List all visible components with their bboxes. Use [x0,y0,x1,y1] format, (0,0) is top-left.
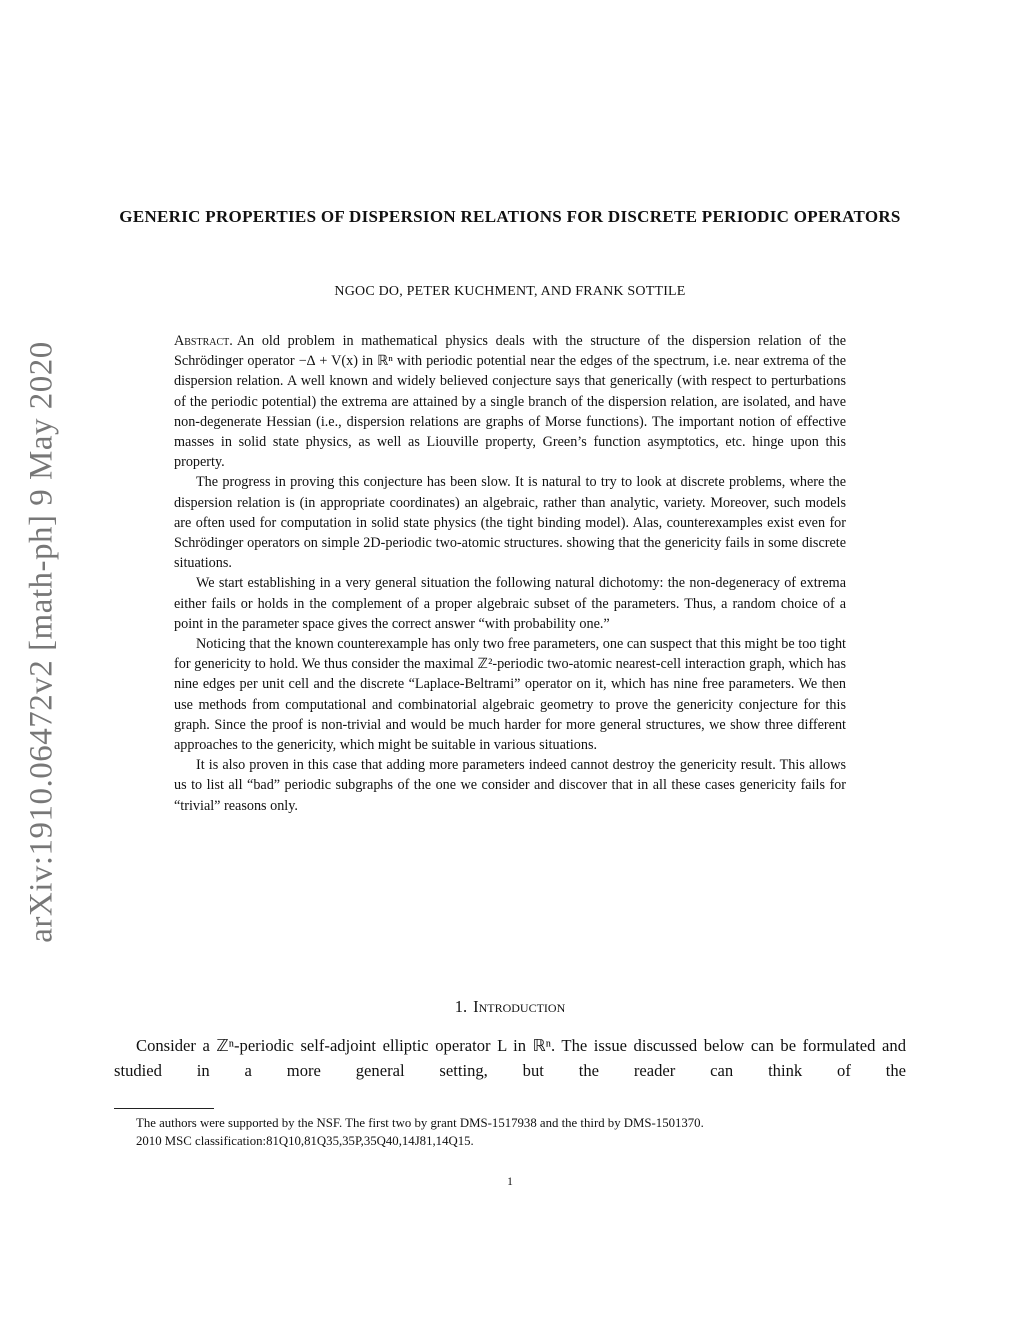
abstract [174,331,846,816]
abstract-paragraph: It is also proven in this case that adding more parameters indeed cannot destroy the genericity result. This allows us to list all “bad” periodic subgraphs of the one we consider and discover that in all these cases genericity fails for “trivial” reasons only. [174,757,846,814]
abstract-paragraph: The progress in proving this conjecture has been slow. It is natural to try to look at discrete problems, where the dispersion relation is (in appropriate coordinates) an algebraic, rather than analytic, variety. Moreover, such models are often used for computation in solid state physics (the tight binding model). Alas, counterexamples exist even for Schrödinger operators on simple 2D-periodic two-atomic structures. showing that the genericity fails in some discrete situations. [174,474,846,572]
section-number: 1. [454,997,468,1016]
footnotes [114,1114,906,1150]
intro-paragraph: Consider a ℤⁿ-periodic self-adjoint elliptic operator L in ℝⁿ. The issue discussed below can be formulated and studied in a more general setting, but the reader can think of the [114,1036,906,1080]
footnote-funding: The authors were supported by the NSF. The first two by grant DMS-1517938 and the third by DMS-1501370. [136,1116,704,1130]
abstract-paragraph: We start establishing in a very general situation the following natural dichotomy: the non-degeneracy of extrema either fails or holds in the complement of a proper algebraic subset of the parameters. Thus, a random choice of a point in the parameter space gives the correct answer “with probability one.” [174,575,846,632]
abstract-heading: Abstract. [174,333,233,349]
section-heading [110,997,910,1017]
footnote-rule [114,1108,214,1109]
paper-title: GENERIC PROPERTIES OF DISPERSION RELATIONS FOR DISCRETE PERIODIC OPERATORS [119,207,901,226]
section-title: Introduction [473,997,566,1016]
footnote-msc: 2010 MSC classification:81Q10,81Q35,35P,35Q40,14J81,14Q15. [136,1134,474,1148]
abstract-paragraph: Noticing that the known counterexample has only two free parameters, one can suspect that this might be too tight for genericity to hold. We thus consider the maximal ℤ²-periodic two-atomic nearest-cell interaction graph, which has nine edges per unit cell and the discrete “Laplace-Beltrami” operator on it, which has nine free parameters. We then use methods from computational and combinatorial algebraic geometry to prove the genericity conjecture for this graph. Since the proof is non-trivial and would be much harder for more general structures, we show three different approaches to the genericity, which might be suitable in various situations. [174,636,846,754]
arxiv-identifier: arXiv:1910.06472v2 [math-ph] 9 May 2020 [23,341,60,943]
paper-authors: NGOC DO, PETER KUCHMENT, AND FRANK SOTTILE [334,284,686,299]
abstract-paragraph [174,331,846,472]
abstract-paragraph-text: An old problem in mathematical physics deals with the structure of the dispersion relation of the Schrödinger operator −∆ + V(x) in ℝⁿ with periodic potential near the edges of the spectrum, i.e. near extrema of the dispersion relation. A well known and widely believed conjecture says that generically (with respect to perturbations of the periodic potential) the extrema are attained by a single branch of the dispersion relation, are isolated, and have non-degenerate Hessian (i.e., dispersion relations are graphs of Morse functions). The important notion of effective masses in solid state physics, as well as Liouville property, Green’s function asymptotics, etc. hinge upon this property. [174,333,846,471]
page-number: 1 [507,1176,513,1188]
